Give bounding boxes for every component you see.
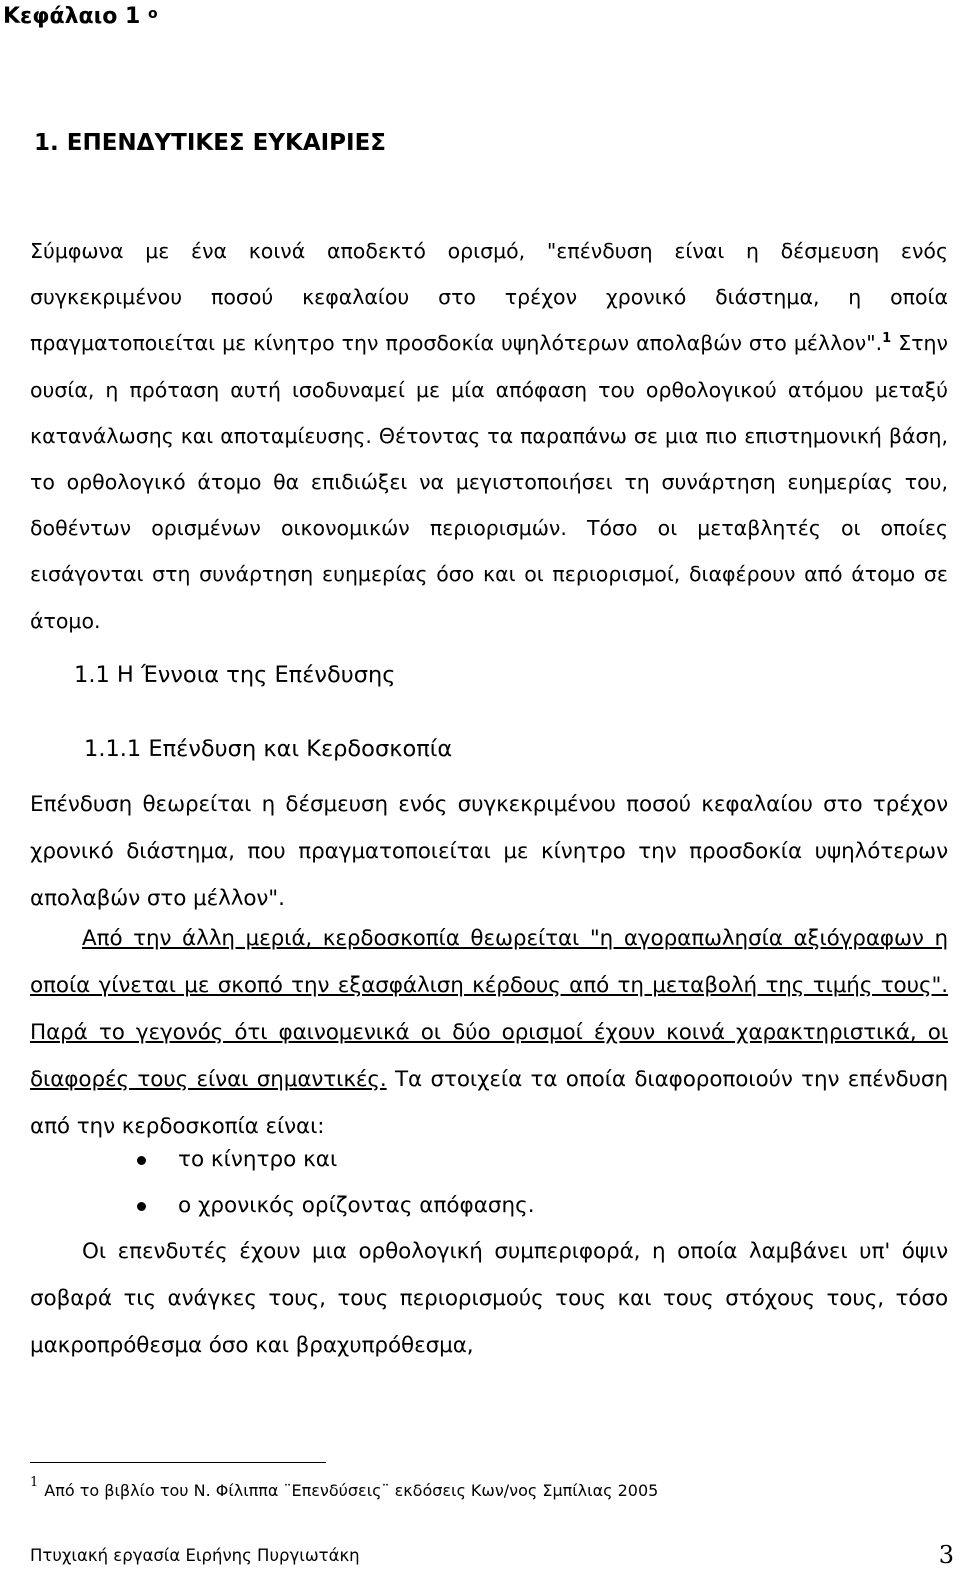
footer-author: Πτυχιακή εργασία Ειρήνης Πυργιωτάκη xyxy=(30,1546,360,1565)
bullet-icon xyxy=(137,1156,146,1165)
footnote-text: Από το βιβλίο του Ν. Φίλιππα ¨Επενδύσεις¨ εκδόσεις Κων/νος Σμπίλιας 2005 xyxy=(44,1481,659,1500)
differences-list xyxy=(30,1137,535,1229)
bullet-icon xyxy=(137,1202,146,1211)
definition-paragraph: Επένδυση θεωρείται η δέσμευση ενός συγκεκριμένου ποσού κεφαλαίου στο τρέχον χρονικό διάστημα, που πραγματοποιείται με κίνητρο την προσδοκία υψηλότερων απολαβών στο μέλλον". xyxy=(30,792,948,911)
section-title: 1. ΕΠΕΝΔΥΤΙΚΕΣ ΕΥΚΑΙΡΙΕΣ xyxy=(34,130,387,156)
intro-paragraph xyxy=(30,228,948,644)
footnote-separator xyxy=(30,1462,326,1463)
intro-text-part1: Σύμφωνα με ένα κοινά αποδεκτό ορισμό, "επένδυση είναι η δέσμευση ενός συγκεκριμένου ποσού κεφαλαίου στο τρέχον χρονικό διάστημα, η οποία πραγματοποιείται με κίνητρο την προσδοκία υψηλότερων απολαβών στο μέλλον". xyxy=(30,239,948,356)
footnote xyxy=(30,1475,659,1504)
investors-paragraph: Οι επενδυτές έχουν μια ορθολογική συμπεριφορά, η οποία λαμβάνει υπ' όψιν σοβαρά τις ανάγκες τους, τους περιορισμούς τους και τους στόχους τους, τόσο μακροπρόθεσμα όσο και βραχυπρόθεσμα, xyxy=(30,1239,948,1358)
speculation-text-underlined: Από την άλλη μεριά, κερδοσκοπία θεωρείται "η αγοραπωλησία αξιόγραφων η οποία γίνεται με σκοπό την εξασφάλιση κέρδους από τη μεταβολή της τιμής τους". Παρά το γεγονός ότι φαινομενικά οι δύο ορισμοί έχουν κοινά χαρακτηριστικά, οι διαφορές τους είναι σημαντικές. xyxy=(30,926,948,1092)
chapter-heading xyxy=(3,2,158,32)
list-item: το κίνητρο και xyxy=(30,1137,535,1183)
subsection-heading-1-1-1: 1.1.1 Επένδυση και Κερδοσκοπία xyxy=(84,736,453,762)
speculation-paragraph xyxy=(30,915,948,1150)
speculation-text-part2: Τα στοιχεία τα οποία διαφοροποιούν την επένδυση από την κερδοσκοπία είναι: xyxy=(30,1067,948,1139)
chapter-label: Κεφάλαιο 1 xyxy=(3,4,141,29)
chapter-superscript: ο xyxy=(147,6,158,22)
page-number: 3 xyxy=(938,1541,954,1569)
subsection-heading-1-1: 1.1 Η Έννοια της Επένδυσης xyxy=(74,662,396,688)
footnote-reference[interactable]: 1 xyxy=(882,331,892,347)
footnote-number: 1 xyxy=(30,1475,39,1490)
intro-text-part2: Στην ουσία, η πρόταση αυτή ισοδυναμεί με μία απόφαση του ορθολογικού ατόμου μεταξύ κατανάλωσης και αποταμίευσης. Θέτοντας τα παραπάνω σε μια πιο επιστημονική βάση, το ορθολογικό άτομο θα επιδιώξει να μεγιστοποιήσει τη συνάρτηση ευημερίας του, δοθέντων ορισμένων οικονομικών περιορισμών. Τόσο οι μεταβλητές οι οποίες εισάγονται στη συνάρτηση ευημερίας όσο και οι περιορισμοί, διαφέρουν από άτομο σε άτομο. xyxy=(30,331,948,633)
list-item: ο χρονικός ορίζοντας απόφασης. xyxy=(30,1183,535,1229)
